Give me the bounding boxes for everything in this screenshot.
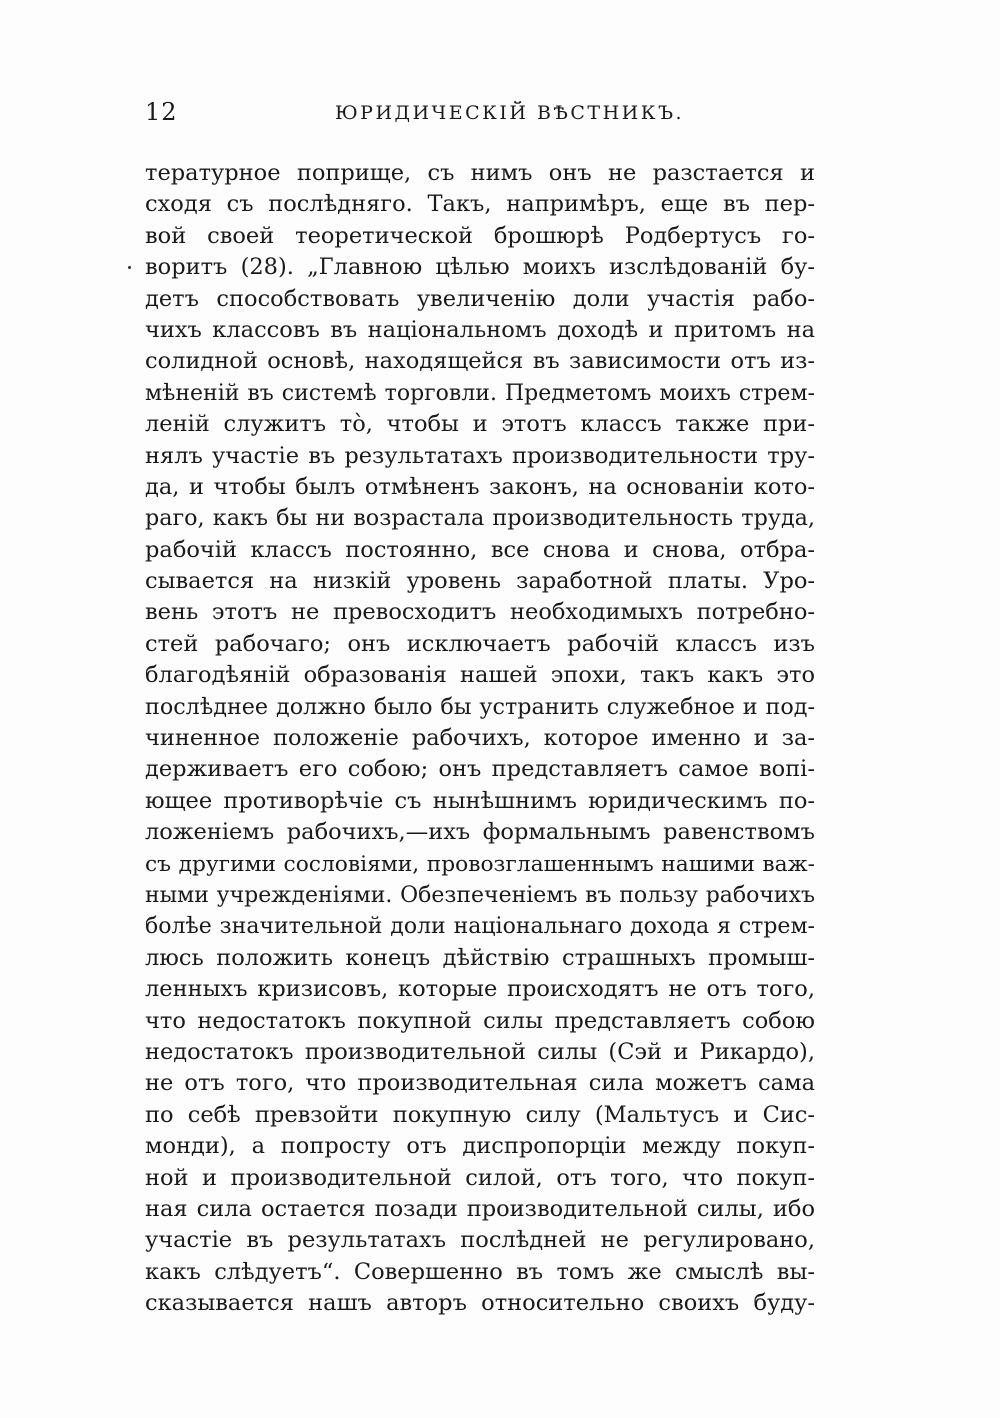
text-line: монди), а попросту отъ диспропорціи между покуп- — [145, 1133, 815, 1160]
text-line: воритъ (28). „Главною цѣлью моихъ изслѣдованій бу- — [145, 254, 815, 281]
text-line: люсь положить конецъ дѣйствію страшныхъ промыш- — [145, 944, 815, 971]
text-line: ленныхъ кризисовъ, которые происходятъ не отъ того, — [145, 976, 815, 1003]
text-line: какъ слѣдуетъ“. Совершенно въ томъ же смыслѣ вы- — [145, 1258, 815, 1285]
text-line: нялъ участіе въ результатахъ производительности тру- — [145, 442, 815, 469]
text-line: ная сила остается позади производительной силы, ибо — [145, 1195, 815, 1222]
text-line: леній служитъ то̀, чтобы и этотъ классъ также при- — [145, 411, 815, 438]
text-line: солидной основѣ, находящейся въ зависимости отъ из- — [145, 348, 815, 375]
text-line: сказывается нашъ авторъ относительно своихъ буду- — [145, 1290, 815, 1317]
text-line: что недостатокъ покупной силы представляетъ собою — [145, 1007, 815, 1034]
text-line: сходя съ послѣдняго. Такъ, напримѣръ, еще въ пер- — [145, 191, 815, 218]
text-line: ложеніемъ рабочихъ,—ихъ формальнымъ равенствомъ — [145, 819, 815, 846]
margin-mark — [128, 266, 131, 269]
text-line: недостатокъ производительной силы (Сэй и Рикардо), — [145, 1038, 815, 1065]
text-line: тературное поприще, съ нимъ онъ не разстается и — [145, 160, 815, 186]
text-line: да, и чтобы былъ отмѣненъ законъ, на основаніи кото- — [145, 473, 815, 500]
text-line: ющее противорѣчіе съ нынѣшнимъ юридическимъ по- — [145, 787, 815, 814]
text-line: держиваетъ его собою; онъ представляетъ самое вопі- — [145, 756, 815, 783]
body-text — [145, 158, 815, 1319]
page-header — [145, 98, 815, 132]
text-line: раго, какъ бы ни возрастала производительность труда, — [145, 505, 815, 532]
text-line: ными учрежденіями. Обезпеченіемъ въ пользу рабочихъ — [145, 882, 815, 908]
text-line: вень этотъ не превосходитъ необходимыхъ потребно- — [145, 599, 815, 626]
text-line: мѣненій въ системѣ торговли. Предметомъ моихъ стрем- — [145, 380, 815, 406]
running-title: ЮРИДИЧЕСКІЙ ВѢСТНИКЪ. — [335, 102, 685, 124]
text-line: по себѣ превзойти покупную силу (Мальтусъ и Сис- — [145, 1101, 815, 1128]
text-line: сывается на низкій уровень заработной платы. Уро- — [145, 568, 815, 595]
text-line: не отъ того, что производительная сила можетъ сама — [145, 1070, 815, 1097]
text-line: стей рабочаго; онъ исключаетъ рабочій классъ изъ — [145, 630, 815, 657]
text-line: послѣднее должно было бы устранить служебное и под- — [145, 693, 815, 720]
text-line: вой своей теоретической брошюрѣ Родбертусъ го- — [145, 222, 815, 249]
text-line: благодѣяній образованія нашей эпохи, такъ какъ это — [145, 662, 815, 689]
text-line: чихъ классовъ въ національномъ доходѣ и притомъ на — [145, 316, 815, 343]
text-line: детъ способствовать увеличенію доли участія рабо- — [145, 285, 815, 312]
text-line: участіе въ результатахъ послѣдней не регулировано, — [145, 1227, 815, 1254]
text-line: чиненное положеніе рабочихъ, которое именно и за- — [145, 725, 815, 752]
text-line: ной и производительной силой, отъ того, что покуп- — [145, 1164, 815, 1191]
text-line: болѣе значительной доли національнаго дохода я стрем- — [145, 914, 815, 940]
text-line: рабочій классъ постоянно, все снова и снова, отбра- — [145, 536, 815, 563]
page-number: 12 — [145, 98, 178, 126]
text-line: съ другими сословіями, провозглашеннымъ нашими важ- — [145, 851, 815, 877]
